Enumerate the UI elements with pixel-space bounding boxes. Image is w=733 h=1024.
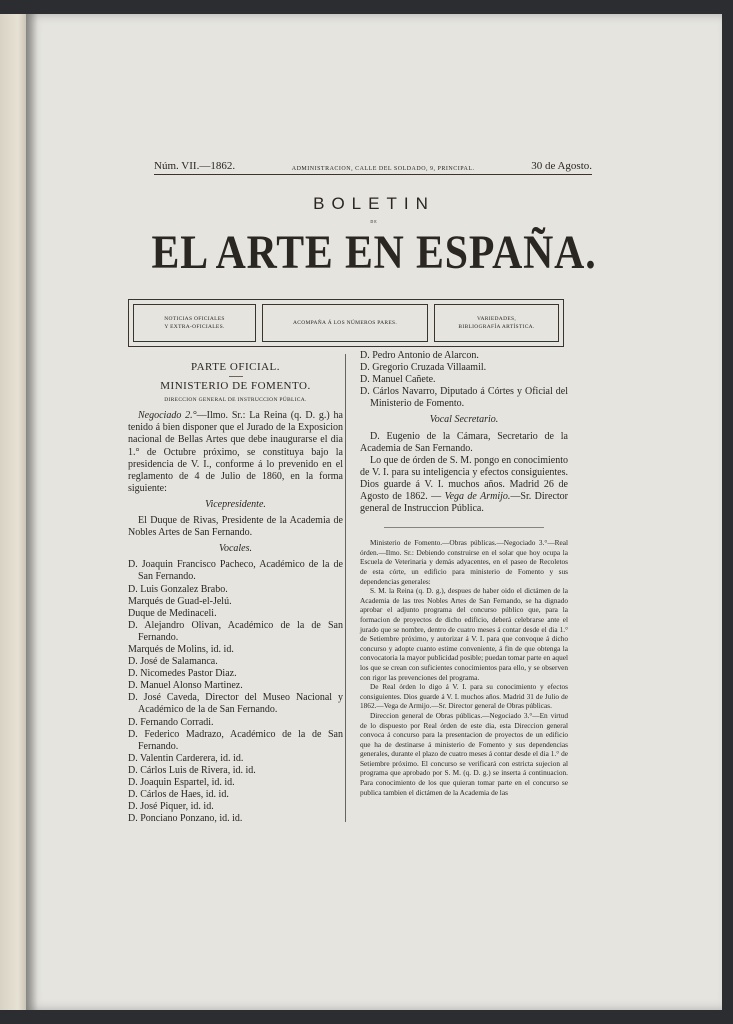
member-entry: D. Cárlos Luis de Rivera, id. id. <box>128 764 256 776</box>
member-entry: D. Valentin Carderera, id. id. <box>128 752 244 764</box>
fomento-notice <box>360 538 568 797</box>
member-entry: D. José de Salamanca. <box>128 656 218 668</box>
member-entry: D. Luis Gonzalez Brabo. <box>128 583 228 595</box>
box-acompana <box>262 304 428 342</box>
member-entry: D. Joaquin Espartel, id. id. <box>128 777 235 788</box>
issue-header <box>154 154 592 175</box>
box-noticias <box>133 304 256 342</box>
member-entry: D. Pedro Antonio de Alarcon. <box>360 350 479 361</box>
member-entry: D. Manuel Alonso Martinez. <box>128 680 243 692</box>
masthead-title: EL ARTE EN ESPAÑA. <box>151 226 597 279</box>
administration-address: ADMINISTRACION, CALLE DEL SOLDADO, 9, PRINCIPAL. <box>291 166 475 172</box>
vocales-heading: Vocales. <box>218 543 253 555</box>
box-variedades <box>434 304 559 342</box>
closing-text: Lo que de órden de S. M. pongo en conocimiento de V. I. para su inteligencia y efectos consiguientes. Dios guarde á V. I. muchos años. Madrid 26 de Agosto de 1862. — <box>360 454 569 503</box>
duque-paragraph: El Duque de Rivas, Presidente de la Academia de Nobles Artes de San Fernando. <box>128 515 343 539</box>
member-entry: D. José Caveda, Director del Museo Nacional y Académico de la de San Fernando. <box>128 692 343 716</box>
member-entry: Marqués de Guad-el-Jelú. <box>128 595 232 607</box>
member-entry: D. Joaquin Francisco Pacheco, Académico de la de San Fernando. <box>128 559 343 583</box>
member-list <box>128 559 343 825</box>
box-noticias-line2: Y EXTRA-OFICIALES. <box>164 324 225 330</box>
newspaper-page <box>26 14 722 1010</box>
member-entry: D. Alejandro Olivan, Académico de la de San Fernando. <box>128 619 343 643</box>
separator-rule <box>384 527 544 528</box>
notice-paragraph: Direccion general de Obras públicas.—Negociado 3.°—En virtud de lo dispuesto por Real órden de este dia, esta Direccion general convoca á concurso para la presentacion de proyectos de un edificio que ha de destinarse á ministerio de Fomento y sus dependencias generales, durante el plazo de cuatro meses á contar desde el dia 1.° de Setiembre próximo. El concurso se verificará con estricta sujecion al programa que aprobado por S. M. (q. D. g.) se inserta á continuacion. Para conocimiento de los que quieran tomar parte en el concurso se publica tambien el dictámen de la Academia de las <box>360 710 568 797</box>
direction-title: DIRECCION GENERAL DE INSTRUCCION PÚBLICA. <box>164 397 307 404</box>
box-variedades-line1: VARIEDADES, <box>476 316 517 322</box>
rule <box>229 376 243 377</box>
member-entry: D. José Piquer, id. id. <box>128 801 214 813</box>
member-entry: D. Nicomedes Pastor Diaz. <box>128 668 237 680</box>
notice-paragraph: De Real órden lo digo á V. I. para su conocimiento y efectos consiguientes. Dios guarde á V. I. muchos años. Madrid 31 de Julio de 1862.—Vega de Armijo.—Sr. Director general de Obras públicas. <box>360 682 568 711</box>
vicepresidente-heading: Vicepresidente. <box>205 498 266 510</box>
section-boxes <box>128 299 564 347</box>
page-gutter-shadow <box>26 14 38 1010</box>
member-entry: D. Cárlos de Haes, id. id. <box>128 789 229 801</box>
member-entry: Duque de Medinaceli. <box>128 607 217 619</box>
notice-paragraph: S. M. la Reina (q. D. g.), despues de haber oido el dictámen de la Academia de las tres Nobles Artes de San Fernando, se ha dignado aprobar el adjunto programa del concurso público que, para la formacion de proyectos de dicho edificio, deberá celebrarse ante el jurado que se nombre, dentro de cuatro meses á contar desde el dia 1.° de Setiembre próximo, y autorizar á V. I. para que convoque á dicho concurso y adopte cuanto estime conveniente, á fin de que obtenga la convocatoria la mayor publicidad posible; puedan tomar parte en aquel los que se crean con suficientes conocimientos para ello, y se observen con rigor las prevenciones del programa. <box>360 586 568 682</box>
member-entry: D. Manuel Cañete. <box>360 374 436 386</box>
left-column <box>128 361 343 825</box>
issue-date: 30 de Agosto. <box>531 160 592 172</box>
member-entry: D. Cárlos Navarro, Diputado á Córtes y Oficial del Ministerio de Fomento. <box>360 386 568 410</box>
right-column <box>360 350 568 797</box>
issue-number: Núm. VII.—1862. <box>154 160 236 172</box>
box-variedades-line2: BIBLIOGRAFÍA ARTÍSTICA. <box>458 324 535 330</box>
closing-paragraph <box>360 455 568 515</box>
secretario-paragraph: D. Eugenio de la Cámara, Secretario de la Academia de San Fernando. <box>360 430 568 454</box>
member-entry: Marqués de Molins, id. id. <box>128 643 234 655</box>
signature-rest: —Sr. Director general de Instruccion Pública. <box>360 491 568 515</box>
member-entry: D. Gregorio Cruzada Villaamil. <box>360 362 487 374</box>
box-acompana-text: ACOMPAÑA Á LOS NÚMEROS PARES. <box>292 320 398 326</box>
masthead-de: DE <box>370 219 378 224</box>
ministry-title: MINISTERIO DE FOMENTO. <box>160 380 311 393</box>
signature: Vega de Armijo. <box>444 491 511 503</box>
member-entry: D. Ponciano Ponzano, id. id. <box>128 813 243 825</box>
masthead-boletin: BOLETIN <box>313 194 435 213</box>
box-noticias-line1: NOTICIAS OFICIALES <box>164 316 225 322</box>
intro-text: —Ilmo. Sr.: La Reina (q. D. g.) ha tenido á bien disponer que el Jurado de la Exposicion nacional de Bellas Artes que debe inaugurarse el dia 1.° de Octubre próximo, se constituya bajo la presidencia de V. I., conforme á lo prevenido en el reglamento de 4 de Julio de 1860, en la forma siguiente: <box>128 410 343 494</box>
intro-negociado: Negociado 2.° <box>138 410 197 422</box>
member-entry: D. Federico Madrazo, Académico de la de San Fernando. <box>128 728 343 752</box>
section-title: PARTE OFICIAL. <box>190 361 281 373</box>
member-list-continued <box>360 350 568 410</box>
member-entry: D. Fernando Corradi. <box>128 716 214 728</box>
column-divider <box>345 354 346 822</box>
intro-paragraph <box>128 410 343 495</box>
notice-paragraph: Ministerio de Fomento.—Obras públicas.—Negociado 3.°—Real órden.—Ilmo. Sr.: Debiendo construirse en el solar que hoy ocupa la Escuela de Veterinaria y demás adyacentes, en el paseo de Recoletos de esta córte, un edificio para ministerio de Fomento y sus dependencias generales: <box>360 538 568 586</box>
vocal-secretario-heading: Vocal Secretario. <box>429 414 499 426</box>
